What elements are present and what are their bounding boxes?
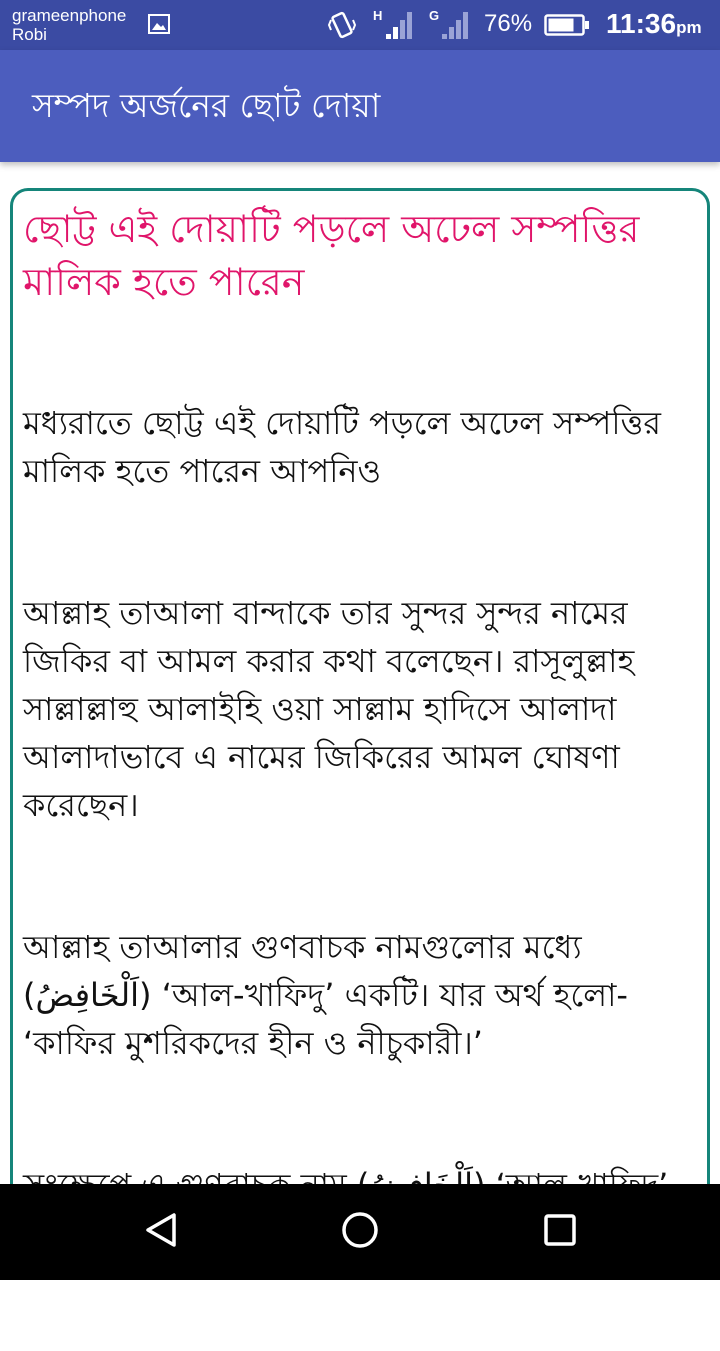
carrier-line-2: Robi	[12, 25, 47, 44]
battery-icon	[544, 14, 590, 40]
status-bar	[0, 0, 720, 50]
page-title: সম্পদ অর্জনের ছোট দোয়া	[32, 86, 381, 125]
article-paragraph: মধ্যরাতে ছোট্ট এই দোয়াটি পড়লে অঢেল সম্পত্তির মালিক হতে পারেন আপনিও	[23, 404, 662, 490]
back-triangle-icon	[142, 1210, 182, 1254]
article-paragraph: আল্লাহ তাআলা বান্দাকে তার সুন্দর সুন্দর নামের জিকির বা আমল করার কথা বলেছেন। রাসূলুল্লাহ সাল্লাল্লাহু আলাইহি ওয়া সাল্লাম হাদিসে আলাদা আলাদাভাবে এ নামের জিকিরের আমল ঘোষণা করেছেন।	[23, 594, 635, 824]
signal-strength-icon-2	[428, 8, 470, 44]
clock-time: 11:36	[606, 8, 677, 39]
clock	[606, 8, 702, 40]
article-heading: ছোট্ট এই দোয়াটি পড়লে অঢেল সম্পত্তির মালিক হতে পারেন	[23, 207, 640, 304]
app-bar	[0, 50, 720, 162]
recent-square-icon	[540, 1210, 580, 1254]
image-icon	[148, 14, 170, 38]
signal-2-label: G	[429, 8, 440, 23]
home-circle-icon	[340, 1210, 380, 1254]
navigation-bar	[0, 1184, 720, 1280]
carrier-label	[12, 6, 126, 44]
vibrate-icon	[328, 10, 356, 44]
back-button[interactable]	[102, 1184, 222, 1280]
signal-1-label: H	[373, 8, 383, 23]
home-button[interactable]	[300, 1184, 420, 1280]
article-card[interactable]	[10, 188, 710, 1228]
signal-strength-icon	[372, 8, 414, 44]
clock-suffix: pm	[676, 18, 702, 37]
article-paragraph: আল্লাহ তাআলার গুণবাচক নামগুলোর মধ্যে (اَلْخَافِضُ) ‘আল-খাফিদু’ একটি। যার অর্থ হলো- ‘কাফির মুশরিকদের হীন ও নীচুকারী।’	[23, 928, 628, 1062]
battery-percentage: 76%	[484, 10, 533, 37]
recent-apps-button[interactable]	[500, 1184, 620, 1280]
carrier-line-1: grameenphone	[12, 6, 127, 25]
